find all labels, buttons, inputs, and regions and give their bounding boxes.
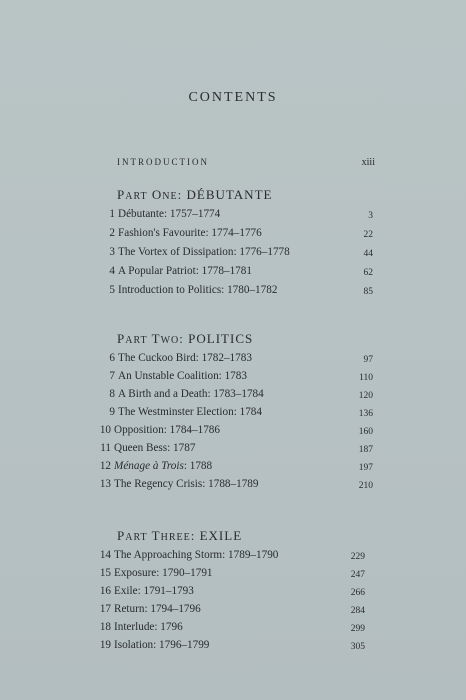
chapter-title: Queen Bess: 1787	[114, 442, 196, 454]
chapter-number: 9	[109, 406, 115, 418]
chapter-title: Introduction to Politics: 1780–1782	[118, 284, 278, 296]
chapter-title: Interlude: 1796	[114, 621, 183, 633]
chapter-title: Opposition: 1784–1786	[114, 424, 220, 436]
chapter-title: The Approaching Storm: 1789–1790	[114, 549, 279, 561]
toc-entry	[93, 475, 373, 493]
chapter-title: The Vortex of Dissipation: 1776–1778	[118, 246, 290, 258]
chapter-page: 187	[358, 445, 373, 455]
toc-entry	[103, 367, 373, 385]
chapter-title: Débutante: 1757–1774	[118, 208, 221, 220]
toc-entry	[103, 403, 373, 421]
chapter-page: 22	[363, 230, 373, 240]
chapter-page: 197	[358, 463, 373, 473]
chapter-page: 3	[368, 211, 373, 221]
chapter-page: 110	[359, 373, 373, 383]
chapter-title: The Westminster Election: 1784	[118, 406, 262, 418]
toc-entry	[103, 281, 373, 299]
chapter-title: The Regency Crisis: 1788–1789	[114, 478, 259, 490]
chapter-page: 229	[350, 552, 365, 562]
part-one-heading: PART ONE: DÉBUTANTE	[117, 187, 273, 202]
chapter-page: 85	[363, 287, 373, 297]
chapter-number: 10	[99, 424, 111, 436]
chapter-number: 2	[109, 227, 115, 239]
chapter-number: 5	[109, 284, 115, 296]
toc-entry	[93, 439, 373, 457]
part-title: POLITICS	[188, 331, 254, 346]
chapter-page: 247	[350, 570, 365, 580]
part-title: DÉBUTANTE	[186, 187, 273, 202]
part-title: EXILE	[199, 528, 243, 543]
toc-entry	[93, 421, 373, 439]
chapter-title: Exile: 1791–1793	[114, 585, 194, 597]
chapter-page: 62	[363, 268, 373, 278]
chapter-number: 12	[99, 460, 111, 472]
page-title: CONTENTS	[188, 90, 278, 105]
toc-entry	[103, 224, 373, 242]
chapter-number: 13	[99, 478, 111, 490]
chapter-title: Exposure: 1790–1791	[114, 567, 213, 579]
chapter-page: 120	[358, 391, 373, 401]
toc-entry	[103, 349, 373, 367]
toc-entry	[95, 564, 365, 582]
chapter-number: 8	[109, 388, 115, 400]
toc-entry	[103, 385, 373, 403]
toc-entry	[103, 205, 373, 223]
toc-entry	[95, 600, 365, 618]
chapter-number: 19	[99, 639, 111, 651]
toc-entry	[93, 457, 373, 475]
part-two-heading: PART TWO: POLITICS	[117, 331, 254, 346]
chapter-title: : 1788	[183, 460, 213, 472]
chapter-number: 15	[99, 567, 111, 579]
chapter-title: A Birth and a Death: 1783–1784	[118, 388, 264, 400]
chapter-number: 1	[109, 208, 115, 220]
chapter-page: 266	[350, 588, 365, 598]
chapter-number: 14	[99, 549, 111, 561]
chapter-title: A Popular Patriot: 1778–1781	[118, 265, 252, 277]
chapter-number: 17	[99, 603, 111, 615]
chapter-page: 210	[358, 481, 373, 491]
chapter-title: The Cuckoo Bird: 1782–1783	[118, 352, 252, 364]
toc-entry	[95, 636, 365, 654]
chapter-title: Return: 1794–1796	[114, 603, 201, 615]
chapter-number: 18	[99, 621, 111, 633]
chapter-page: 44	[363, 249, 373, 259]
introduction-label: INTRODUCTION	[117, 157, 209, 167]
part-prefix: PART TWO	[117, 331, 180, 346]
chapter-page: 299	[350, 624, 365, 634]
toc-entry	[95, 546, 365, 564]
chapter-page: 97	[363, 355, 373, 365]
chapter-title: Fashion's Favourite: 1774–1776	[118, 227, 262, 239]
part-three-heading: PART THREE: EXILE	[117, 528, 243, 543]
chapter-title: An Unstable Coalition: 1783	[118, 370, 247, 382]
chapter-page: 305	[350, 642, 365, 652]
part-prefix: PART THREE	[117, 528, 191, 543]
chapter-title: Isolation: 1796–1799	[114, 639, 210, 651]
toc-entry	[103, 262, 373, 280]
chapter-number: 4	[109, 265, 115, 277]
chapter-title-italic: Ménage à Trois	[114, 460, 184, 472]
toc-entry	[95, 582, 365, 600]
part-prefix: PART ONE	[117, 187, 178, 202]
toc-introduction	[117, 157, 375, 167]
chapter-number: 11	[100, 442, 111, 454]
introduction-page: xiii	[361, 157, 375, 168]
chapter-number: 7	[109, 370, 115, 382]
chapter-page: 284	[350, 606, 365, 616]
chapter-number: 3	[109, 246, 115, 258]
chapter-page: 136	[358, 409, 373, 419]
toc-entry	[103, 243, 373, 261]
chapter-number: 6	[109, 352, 115, 364]
chapter-page: 160	[358, 427, 373, 437]
toc-entry	[95, 618, 365, 636]
chapter-number: 16	[99, 585, 111, 597]
